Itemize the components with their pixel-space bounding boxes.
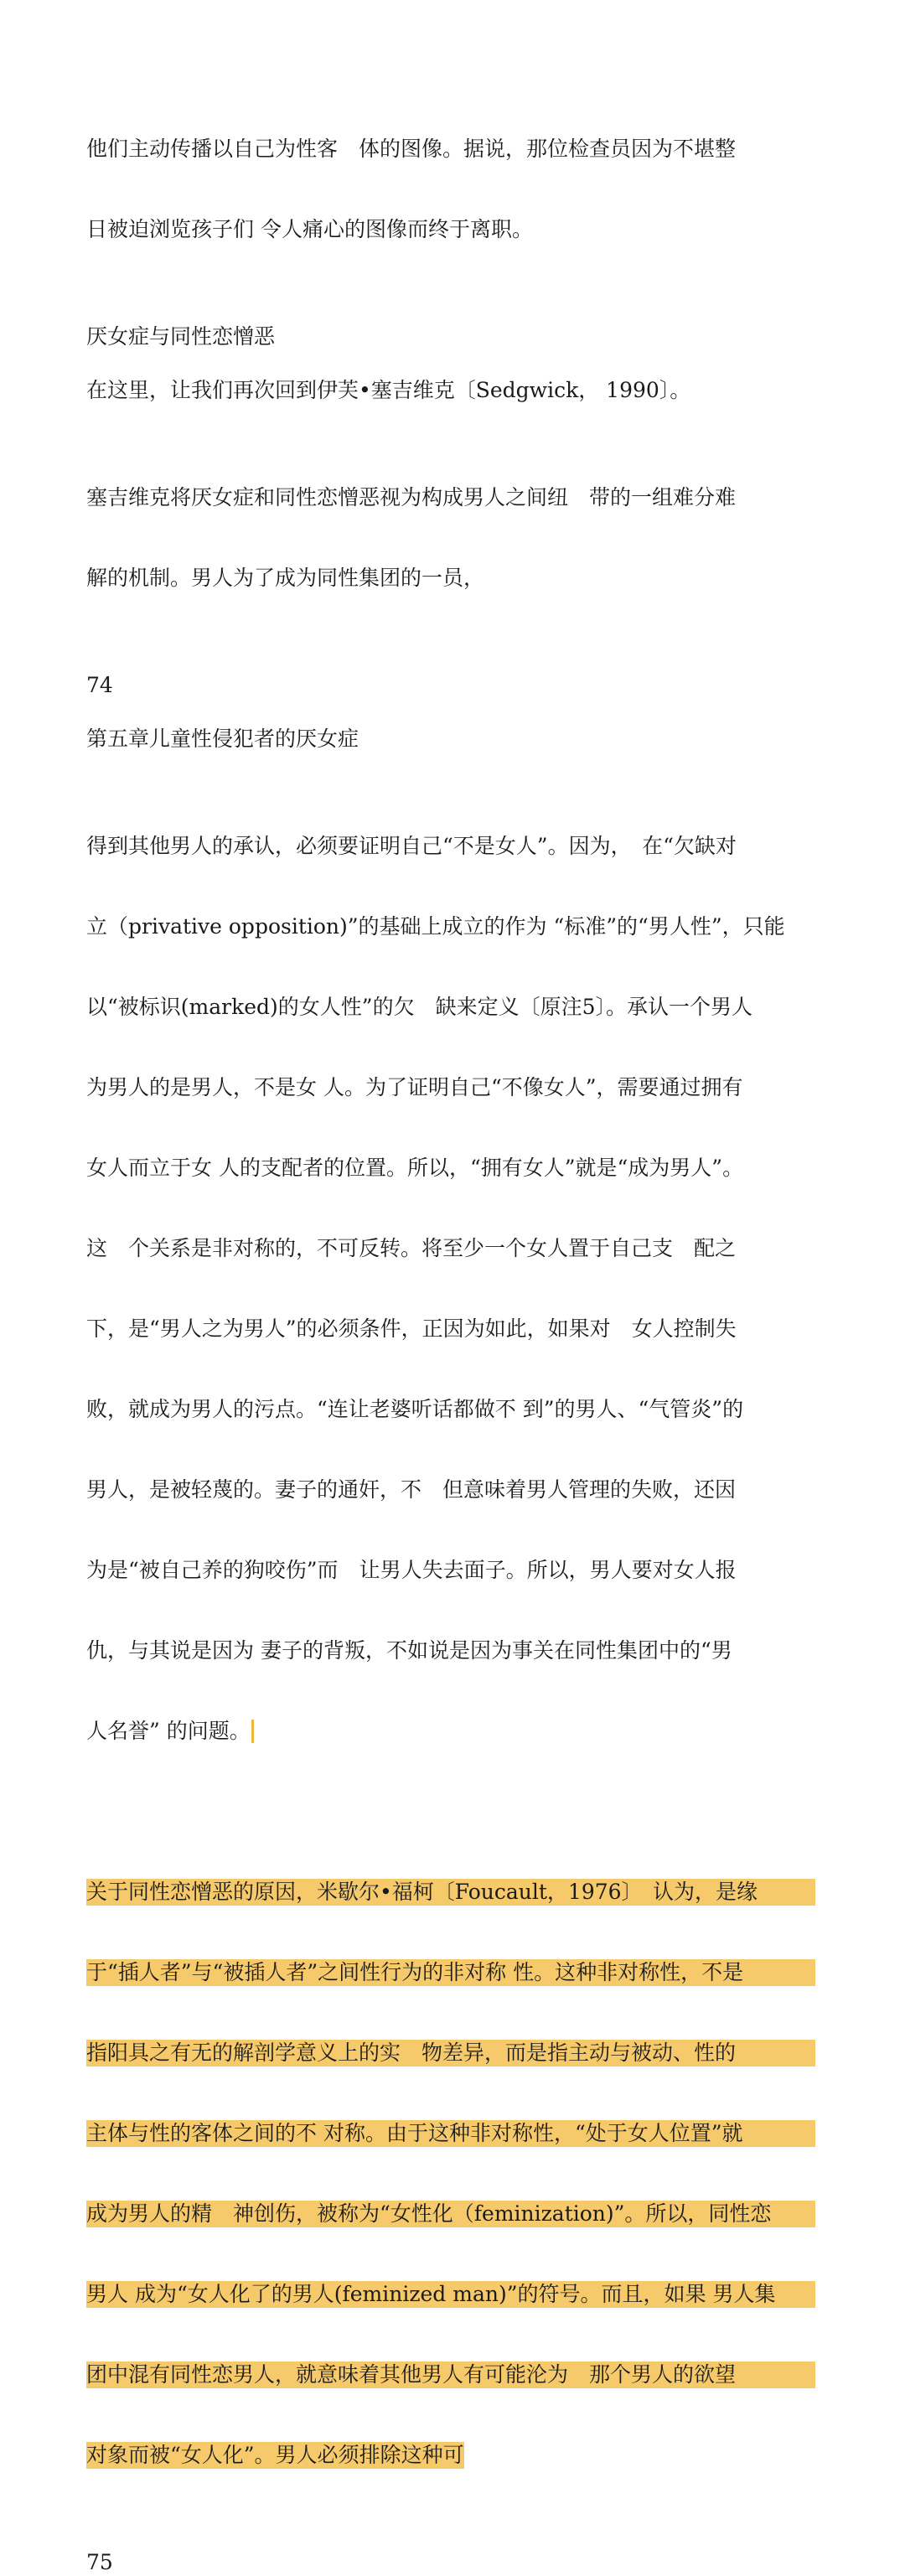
paragraph-sedgwick-mechanism: [86, 431, 815, 645]
chapter-title: 第五章儿童性侵犯者的厌女症: [86, 727, 359, 751]
page-number: 74: [86, 673, 113, 697]
text-line-content: 人名誉” 的问题。: [86, 1719, 251, 1743]
text-line: 他们主动传播以自己为性客 体的图像。据说，那位检查员因为不堪整: [86, 137, 737, 161]
text-line: 这 个关系是非对称的，不可反转。将至少一个女人置于自己支 配之: [86, 1236, 737, 1260]
text-line: 以“被标识(marked)的女人性”的欠 缺来定义〔原注5〕。承认一个男人: [86, 995, 752, 1019]
highlighted-line: 关于同性恋憎恶的原因，米歇尔•福柯〔Foucault，1976〕 认为，是缘: [86, 1879, 815, 1906]
text-line: 下，是“男人之为男人”的必须条件，正因为如此，如果对 女人控制失: [86, 1316, 737, 1341]
page-number: 75: [86, 2550, 113, 2574]
paragraph-intro: [86, 82, 815, 297]
highlighted-line: 指阳具之有无的解剖学意义上的实 物差异，而是指主动与被动、性的: [86, 2040, 815, 2066]
highlighted-line: 对象而被“女人化”。男人必须排除这种可: [86, 2443, 464, 2467]
text-line: 立（privative opposition)”的基础上成立的作为 “标准”的“男人性”，只能: [86, 914, 785, 939]
highlighted-paragraph-foucault[interactable]: [86, 1825, 815, 2522]
text-line: 塞吉维克将厌女症和同性恋憎恶视为构成男人之间纽 带的一组难分难: [86, 485, 737, 510]
text-line: 日被迫浏览孩子们 令人痛心的图像而终于离职。: [86, 217, 533, 241]
highlighted-line: 团中混有同性恋男人，就意味着其他男人有可能沦为 那个男人的欲望: [86, 2361, 815, 2388]
text-line: 解的机制。男人为了成为同性集团的一员，: [86, 566, 485, 590]
highlighted-line: 男人 成为“女人化了的男人(feminized man)”的符号。而且，如果 男人集: [86, 2281, 815, 2308]
section-heading: 厌女症与同性恋憎恶: [86, 324, 276, 349]
text-cursor[interactable]: [251, 1720, 254, 1743]
text-line: 得到其他男人的承认，必须要证明自己“不是女人”。因为， 在“欠缺对: [86, 834, 737, 858]
text-line: 女人而立于女 人的支配者的位置。所以，“拥有女人”就是“成为男人”。: [86, 1156, 744, 1180]
text-line: 为是“被自己养的狗咬伤”而 让男人失去面子。所以，男人要对女人报: [86, 1558, 737, 1582]
highlighted-line: 于“插人者”与“被插人者”之间性行为的非对称 性。这种非对称性，不是: [86, 1959, 815, 1986]
highlighted-line: 成为男人的精 神创伤，被称为“女性化（feminization)”。所以，同性恋: [86, 2201, 815, 2227]
paragraph-male-recognition: [86, 779, 815, 1798]
text-line: 为男人的是男人，不是女 人。为了证明自己“不像女人”，需要通过拥有: [86, 1075, 743, 1099]
text-line: 败，就成为男人的污点。“连让老婆听话都做不 到”的男人、“气管炎”的: [86, 1397, 744, 1421]
text-line: 男人，是被轻蔑的。妻子的通奸，不 但意味着男人管理的失败，还因: [86, 1477, 737, 1502]
paragraph-sedgwick-ref: 在这里，让我们再次回到伊芙•塞吉维克〔Sedgwick， 1990〕。: [86, 378, 691, 402]
highlighted-line: 主体与性的客体之间的不 对称。由于这种非对称性，“处于女人位置”就: [86, 2120, 815, 2147]
text-line-last: [86, 1718, 815, 1745]
text-line: 仇，与其说是因为 妻子的背叛，不如说是因为事关在同性集团中的“男: [86, 1638, 732, 1663]
document-page: [86, 82, 815, 2576]
